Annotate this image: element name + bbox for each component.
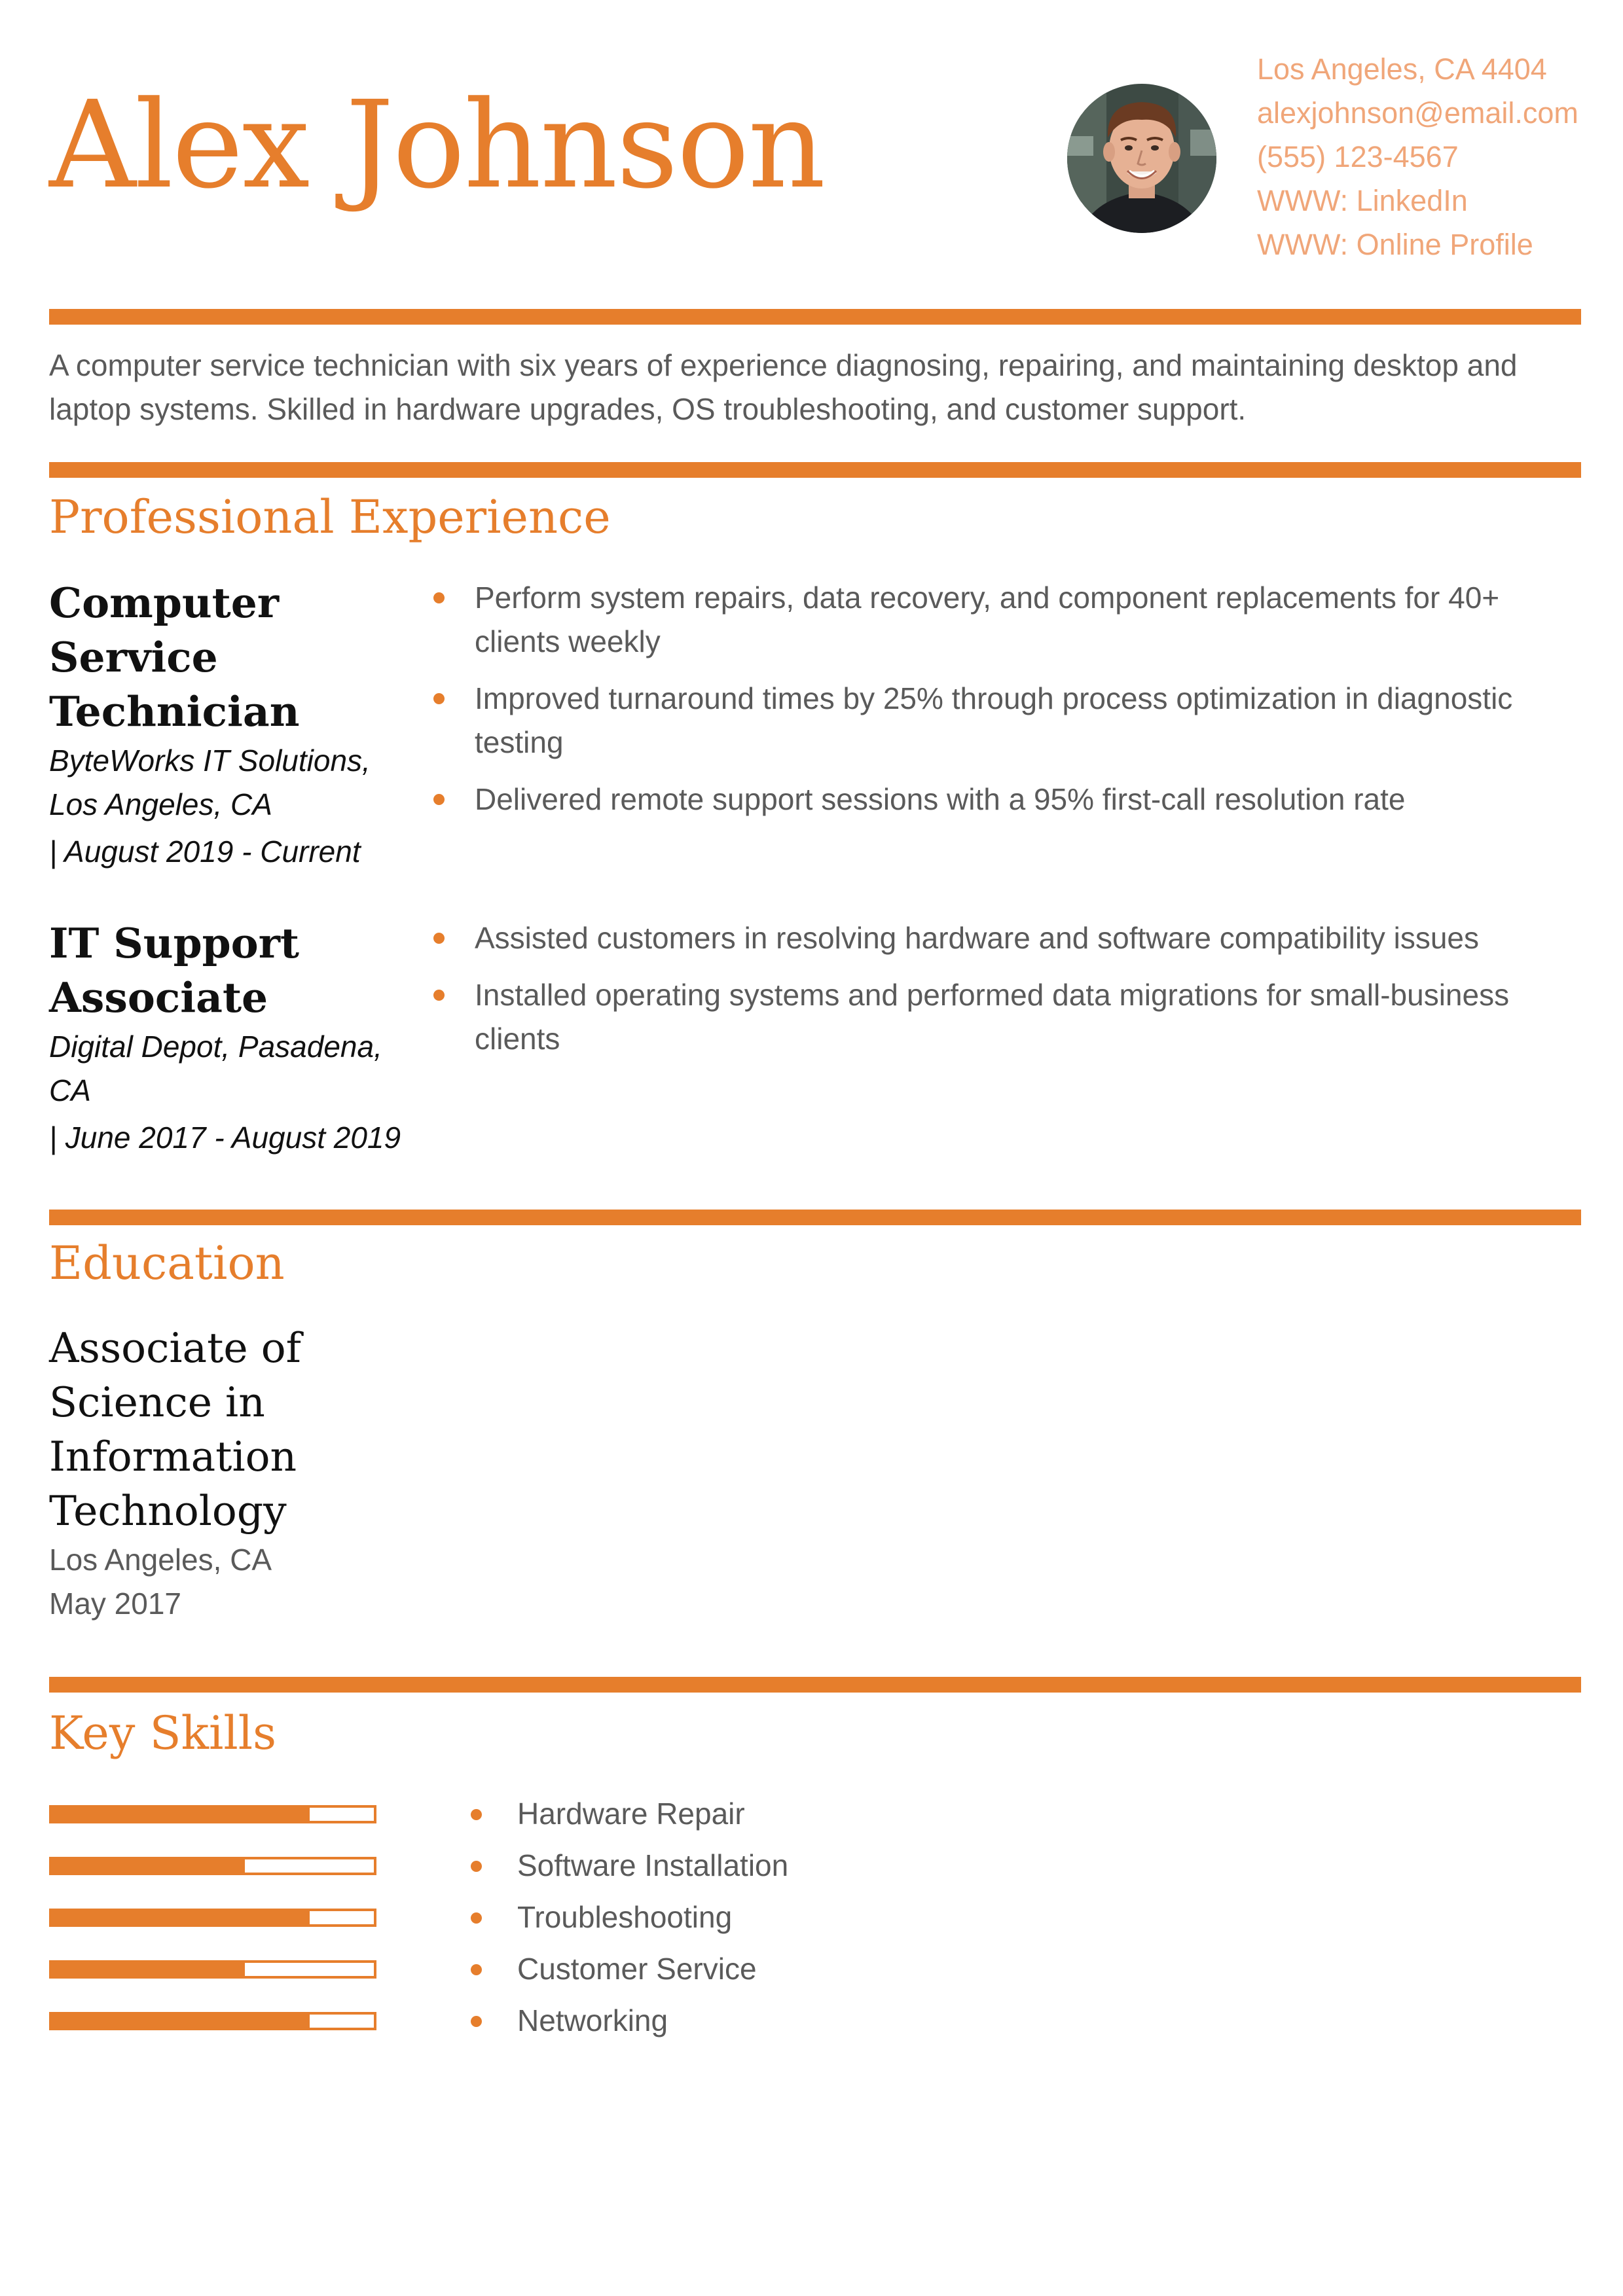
bullet-dot-icon: [471, 1809, 482, 1820]
skill-level-bar: [49, 2012, 376, 2030]
contact-address: Los Angeles, CA 4404: [1257, 52, 1547, 86]
job-location: Pasadena, CA: [49, 1030, 382, 1107]
divider: [49, 1210, 1581, 1225]
bullet-item: Perform system repairs, data recovery, and component replacements for 40+ clients weekly: [475, 576, 1581, 664]
candidate-name: Alex Johnson: [49, 75, 825, 215]
bullet-dot-icon: [433, 592, 445, 603]
contact-phone[interactable]: (555) 123-4567: [1257, 140, 1459, 173]
divider: [49, 309, 1581, 325]
job-title: IT Support Associate: [49, 919, 299, 1022]
skill-level-fill: [52, 2015, 310, 2028]
job-bullets: [475, 576, 1581, 834]
job-company: ByteWorks IT Solutions: [49, 744, 363, 778]
education-date: May 2017: [49, 1587, 182, 1621]
divider: [49, 1677, 1581, 1693]
skill-level-bar: [49, 1857, 376, 1875]
section-title-experience: Professional Experience: [49, 490, 611, 544]
bullet-dot-icon: [433, 794, 445, 805]
education-degree: Associate of Science in Information Technology: [49, 1324, 301, 1535]
skill-name: Networking: [517, 2003, 668, 2037]
bullet-dot-icon: [471, 2016, 482, 2027]
profile-photo: [1067, 84, 1216, 233]
skill-name: Software Installation: [517, 1848, 789, 1882]
skill-name: Hardware Repair: [517, 1797, 745, 1831]
bullet-dot-icon: [471, 1964, 482, 1975]
job-company: Digital Depot: [49, 1030, 222, 1064]
skill-item: [49, 1895, 1359, 1941]
skill-level-fill: [52, 1911, 310, 1924]
bullet-item: Improved turnaround times by 25% through process optimization in diagnostic testing: [475, 677, 1581, 764]
bullet-dot-icon: [433, 693, 445, 704]
job-dates: | August 2019 - Current: [49, 834, 361, 869]
contact-email[interactable]: alexjohnson@email.com: [1257, 96, 1578, 130]
divider: [49, 462, 1581, 478]
skill-level-bar: [49, 1960, 376, 1979]
skill-item: [49, 1999, 1359, 2045]
section-title-education: Education: [49, 1236, 285, 1290]
section-title-skills: Key Skills: [49, 1706, 277, 1760]
skill-level-fill: [52, 1808, 310, 1821]
bullet-dot-icon: [471, 1912, 482, 1924]
skill-level-bar: [49, 1909, 376, 1927]
skill-name: Customer Service: [517, 1952, 757, 1986]
job-dates: | June 2017 - August 2019: [49, 1121, 401, 1155]
bullet-item: Delivered remote support sessions with a 95% first-call resolution rate: [475, 778, 1581, 821]
job-location: Los Angeles, CA: [49, 787, 272, 821]
skill-level-fill: [52, 1859, 245, 1873]
education-location: Los Angeles, CA: [49, 1543, 272, 1577]
contact-list: [1257, 47, 1578, 266]
skill-item: [49, 1947, 1359, 1993]
bullet-dot-icon: [433, 933, 445, 944]
bullet-dot-icon: [433, 990, 445, 1001]
skill-name: Troubleshooting: [517, 1900, 733, 1934]
job-title: Computer Service Technician: [49, 579, 300, 736]
skill-item: [49, 1792, 1359, 1838]
job-details: [49, 916, 416, 1162]
job-company-location: Digital Depot, Pasadena, CA: [49, 1030, 382, 1107]
contact-online-profile[interactable]: WWW: Online Profile: [1257, 228, 1533, 261]
professional-summary: A computer service technician with six years of experience diagnosing, repairing, and maintaining desktop and laptop systems. Skilled in hardware upgrades, OS troubleshooting, and customer support.: [49, 348, 1518, 426]
skill-level-fill: [52, 1963, 245, 1976]
skill-item: [49, 1844, 1359, 1890]
bullet-item: Assisted customers in resolving hardware and software compatibility issues: [475, 916, 1581, 960]
job-details: [49, 576, 416, 876]
job-company-location: ByteWorks IT Solutions, Los Angeles, CA: [49, 744, 371, 821]
skill-level-bar: [49, 1805, 376, 1823]
bullet-item: Installed operating systems and performed data migrations for small-business clients: [475, 973, 1581, 1061]
education-entry: [49, 1321, 442, 1626]
job-bullets: [475, 916, 1581, 1074]
bullet-dot-icon: [471, 1861, 482, 1872]
contact-linkedin[interactable]: WWW: LinkedIn: [1257, 184, 1468, 217]
